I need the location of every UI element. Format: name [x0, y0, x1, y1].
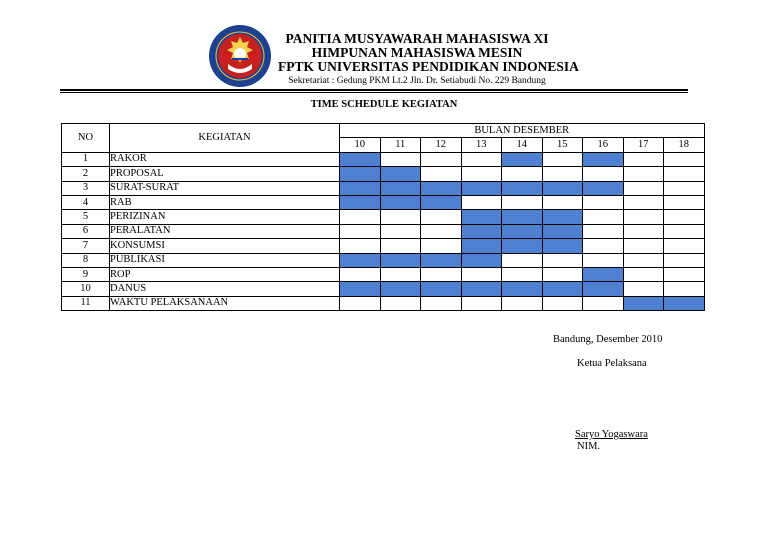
scheduled-cell [664, 296, 705, 310]
row-number: 8 [62, 253, 110, 267]
scheduled-cell [380, 253, 421, 267]
table-row [62, 167, 705, 181]
empty-cell [583, 296, 624, 310]
scheduled-cell [421, 181, 462, 195]
empty-cell [664, 282, 705, 296]
signature-role: Ketua Pelaksana [577, 358, 647, 369]
empty-cell [664, 267, 705, 281]
scheduled-cell [340, 282, 381, 296]
header-day: 11 [380, 138, 421, 152]
scheduled-cell [461, 282, 502, 296]
organization-logo-icon [208, 24, 272, 88]
secretariat-address: Sekretariat : Gedung PKM Lt.2 Jln. Dr. Setiabudi No. 229 Bandung [288, 76, 546, 86]
scheduled-cell [583, 267, 624, 281]
activity-name: ROP [110, 267, 340, 281]
scheduled-cell [583, 181, 624, 195]
table-row [62, 152, 705, 166]
table-row [62, 253, 705, 267]
header-day: 17 [623, 138, 664, 152]
empty-cell [664, 239, 705, 253]
scheduled-cell [542, 210, 583, 224]
empty-cell [340, 239, 381, 253]
scheduled-cell [461, 253, 502, 267]
scheduled-cell [340, 181, 381, 195]
empty-cell [664, 210, 705, 224]
empty-cell [623, 282, 664, 296]
activity-name: SURAT-SURAT [110, 181, 340, 195]
header-rule-thick [60, 89, 688, 91]
empty-cell [421, 239, 462, 253]
empty-cell [542, 267, 583, 281]
activity-name: RAKOR [110, 152, 340, 166]
empty-cell [461, 152, 502, 166]
scheduled-cell [380, 181, 421, 195]
empty-cell [461, 195, 502, 209]
schedule-table [61, 123, 705, 311]
scheduled-cell [461, 239, 502, 253]
empty-cell [623, 195, 664, 209]
scheduled-cell [380, 167, 421, 181]
empty-cell [421, 210, 462, 224]
signature-place-date: Bandung, Desember 2010 [553, 334, 663, 345]
empty-cell [623, 210, 664, 224]
table-row [62, 210, 705, 224]
empty-cell [623, 267, 664, 281]
activity-name: WAKTU PELAKSANAAN [110, 296, 340, 310]
scheduled-cell [421, 253, 462, 267]
scheduled-cell [542, 181, 583, 195]
empty-cell [340, 296, 381, 310]
signature-name: Saryo Yogaswara [575, 429, 648, 440]
table-row [62, 267, 705, 281]
empty-cell [502, 253, 543, 267]
header-day: 16 [583, 138, 624, 152]
scheduled-cell [461, 224, 502, 238]
document-title: TIME SCHEDULE KEGIATAN [310, 99, 458, 110]
university-name: FPTK UNIVERSITAS PENDIDIKAN INDONESIA [278, 59, 579, 74]
empty-cell [664, 195, 705, 209]
empty-cell [542, 253, 583, 267]
scheduled-cell [461, 181, 502, 195]
row-number: 7 [62, 239, 110, 253]
row-number: 4 [62, 195, 110, 209]
header-day: 15 [542, 138, 583, 152]
table-row [62, 239, 705, 253]
row-number: 11 [62, 296, 110, 310]
empty-cell [502, 167, 543, 181]
empty-cell [623, 253, 664, 267]
empty-cell [623, 167, 664, 181]
empty-cell [664, 181, 705, 195]
scheduled-cell [502, 239, 543, 253]
empty-cell [380, 152, 421, 166]
empty-cell [421, 296, 462, 310]
activity-name: PERALATAN [110, 224, 340, 238]
empty-cell [664, 152, 705, 166]
empty-cell [502, 195, 543, 209]
empty-cell [461, 167, 502, 181]
empty-cell [583, 210, 624, 224]
empty-cell [542, 152, 583, 166]
empty-cell [380, 224, 421, 238]
empty-cell [664, 253, 705, 267]
scheduled-cell [502, 210, 543, 224]
table-row [62, 195, 705, 209]
activity-name: RAB [110, 195, 340, 209]
empty-cell [340, 267, 381, 281]
header-month: BULAN DESEMBER [340, 124, 705, 138]
scheduled-cell [340, 195, 381, 209]
header-day: 12 [421, 138, 462, 152]
empty-cell [380, 296, 421, 310]
header-kegiatan: KEGIATAN [110, 124, 340, 153]
empty-cell [542, 195, 583, 209]
scheduled-cell [380, 195, 421, 209]
row-number: 3 [62, 181, 110, 195]
committee-name: PANITIA MUSYAWARAH MAHASISWA XI [285, 31, 549, 46]
scheduled-cell [340, 253, 381, 267]
header-day: 10 [340, 138, 381, 152]
empty-cell [502, 267, 543, 281]
empty-cell [380, 210, 421, 224]
scheduled-cell [340, 167, 381, 181]
empty-cell [340, 224, 381, 238]
empty-cell [542, 167, 583, 181]
empty-cell [623, 152, 664, 166]
empty-cell [380, 267, 421, 281]
empty-cell [583, 224, 624, 238]
header-day: 13 [461, 138, 502, 152]
empty-cell [623, 181, 664, 195]
empty-cell [340, 210, 381, 224]
empty-cell [623, 224, 664, 238]
activity-name: PERIZINAN [110, 210, 340, 224]
row-number: 5 [62, 210, 110, 224]
empty-cell [461, 267, 502, 281]
empty-cell [461, 296, 502, 310]
scheduled-cell [542, 224, 583, 238]
scheduled-cell [380, 282, 421, 296]
scheduled-cell [502, 282, 543, 296]
row-number: 1 [62, 152, 110, 166]
row-number: 9 [62, 267, 110, 281]
activity-name: KONSUMSI [110, 239, 340, 253]
activity-name: PUBLIKASI [110, 253, 340, 267]
row-number: 6 [62, 224, 110, 238]
association-name: HIMPUNAN MAHASISWA MESIN [311, 45, 523, 60]
scheduled-cell [583, 152, 624, 166]
empty-cell [583, 253, 624, 267]
table-row [62, 224, 705, 238]
empty-cell [583, 195, 624, 209]
empty-cell [380, 239, 421, 253]
empty-cell [502, 296, 543, 310]
empty-cell [664, 167, 705, 181]
scheduled-cell [542, 282, 583, 296]
scheduled-cell [502, 152, 543, 166]
scheduled-cell [421, 195, 462, 209]
table-row [62, 282, 705, 296]
header-day: 18 [664, 138, 705, 152]
empty-cell [583, 239, 624, 253]
row-number: 2 [62, 167, 110, 181]
scheduled-cell [502, 224, 543, 238]
activity-name: DANUS [110, 282, 340, 296]
scheduled-cell [542, 239, 583, 253]
signature-nim: NIM. [577, 441, 601, 452]
header-day: 14 [502, 138, 543, 152]
activity-name: PROPOSAL [110, 167, 340, 181]
empty-cell [421, 224, 462, 238]
schedule-body [62, 152, 705, 310]
empty-cell [664, 224, 705, 238]
empty-cell [623, 239, 664, 253]
scheduled-cell [502, 181, 543, 195]
empty-cell [542, 296, 583, 310]
table-row [62, 181, 705, 195]
scheduled-cell [340, 152, 381, 166]
letterhead [278, 31, 579, 88]
scheduled-cell [421, 282, 462, 296]
empty-cell [421, 152, 462, 166]
header-no: NO [62, 124, 110, 153]
empty-cell [421, 267, 462, 281]
header-rule-thin [60, 92, 688, 93]
scheduled-cell [461, 210, 502, 224]
scheduled-cell [583, 282, 624, 296]
empty-cell [583, 167, 624, 181]
scheduled-cell [623, 296, 664, 310]
row-number: 10 [62, 282, 110, 296]
empty-cell [421, 167, 462, 181]
table-row [62, 296, 705, 310]
